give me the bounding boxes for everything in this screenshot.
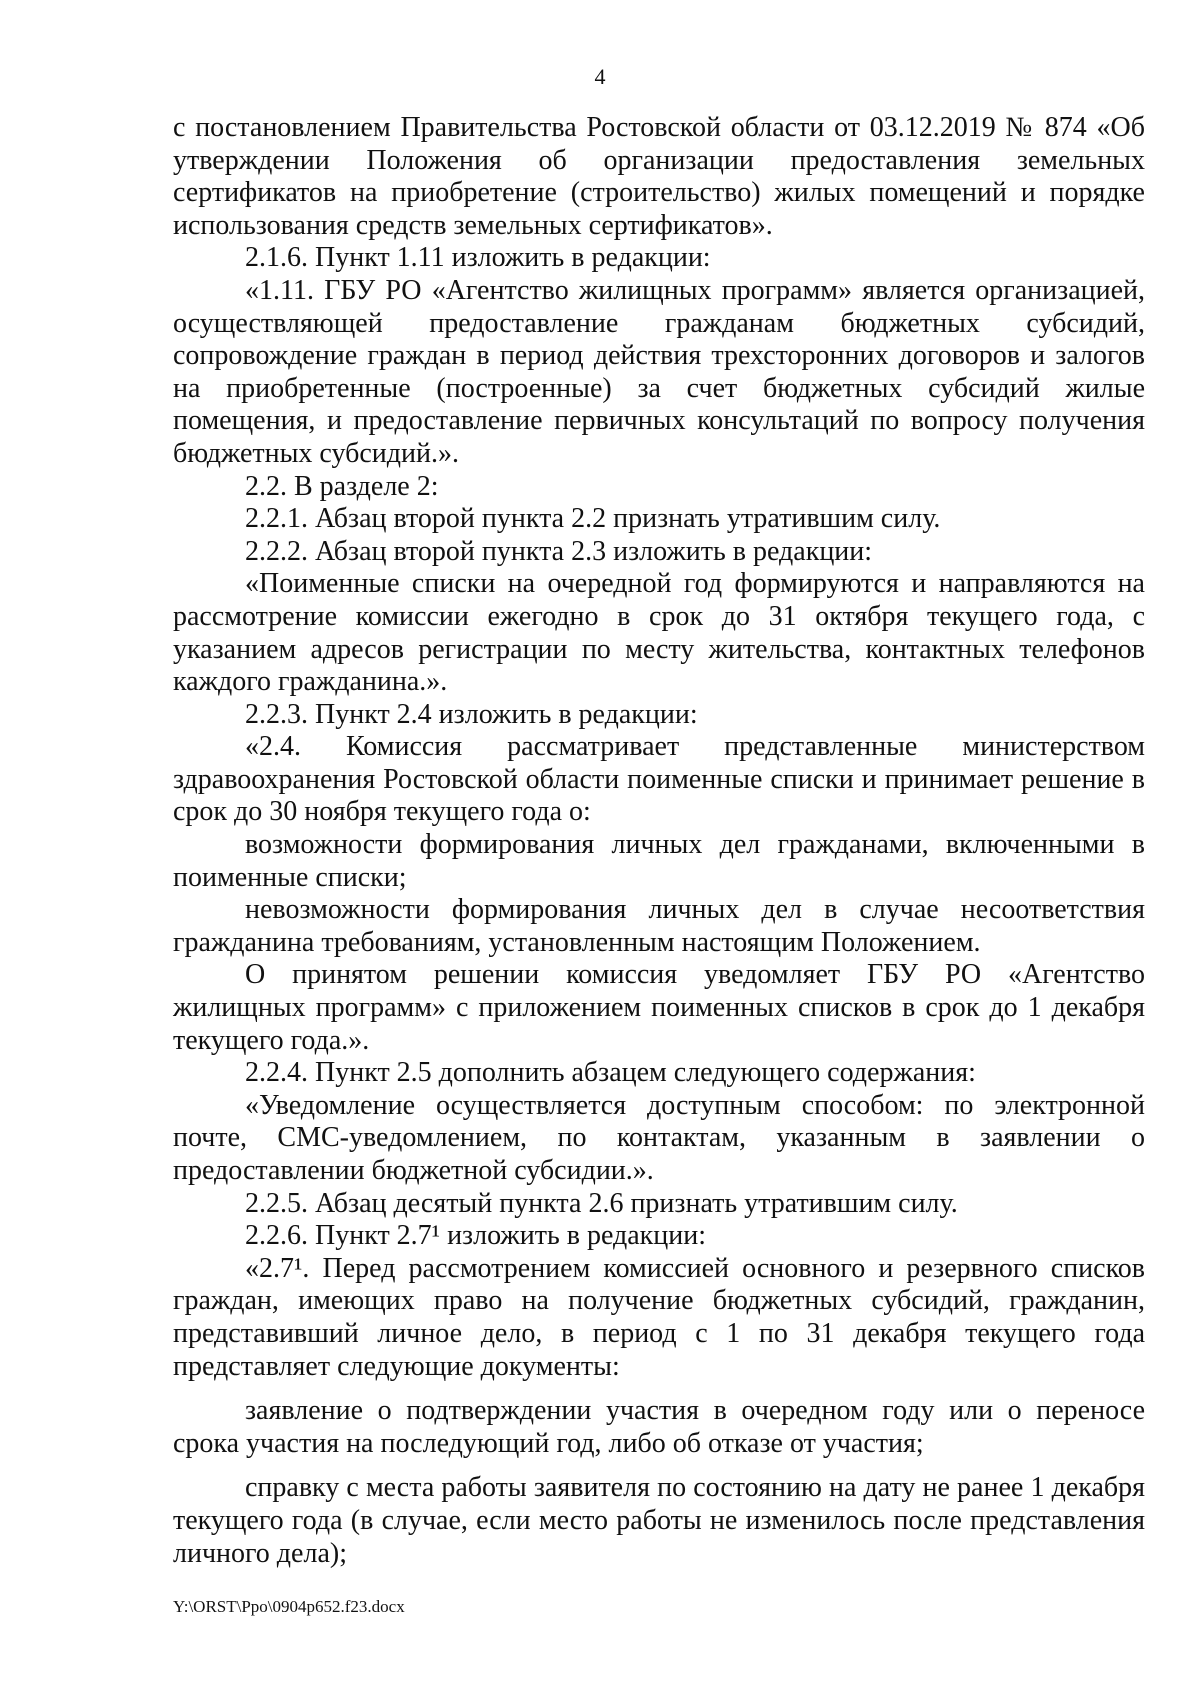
paragraph-17: «2.7¹. Перед рассмотрением комиссией основного и резервного списков граждан, имеющих право на получение бюджетных субсидий, гражданин, представивший личное дело, в период с 1 по 31 декабря текущего года представляет следующие документы:	[173, 1252, 1145, 1382]
paragraph-6: 2.2.2. Абзац второй пункта 2.3 изложить в редакции:	[245, 535, 873, 567]
paragraph-5: 2.2.1. Абзац второй пункта 2.2 признать утратившим силу.	[245, 503, 941, 535]
paragraph-19: справку с места работы заявителя по состоянию на дату не ранее 1 декабря текущего года (в случае, если место работы не изменилось после представления личного дела);	[173, 1472, 1145, 1569]
paragraph-18: заявление о подтверждении участия в очередном году или о переносе срока участия на последующий год, либо об отказе от участия;	[173, 1395, 1145, 1459]
paragraph-4: 2.2. В разделе 2:	[245, 470, 439, 502]
page-number: 4	[594, 64, 606, 89]
paragraph-14: «Уведомление осуществляется доступным способом: по электронной почте, СМС-уведомлением, по контактам, указанным в заявлении о предоставлении бюджетной субсидии.».	[173, 1089, 1145, 1186]
paragraph-16: 2.2.6. Пункт 2.7¹ изложить в редакции:	[245, 1220, 707, 1252]
paragraph-15: 2.2.5. Абзац десятый пункта 2.6 признать утратившим силу.	[245, 1187, 958, 1219]
paragraph-1: с постановлением Правительства Ростовской области от 03.12.2019 № 874 «Об утверждении Положения об организации предоставления земельных сертификатов на приобретение (строительство) жилых помещений и порядке использования средств земельных сертификатов».	[173, 112, 1145, 241]
paragraph-10: возможности формирования личных дел гражданами, включенными в поименные списки;	[173, 829, 1145, 893]
paragraph-12: О принятом решении комиссия уведомляет ГБУ РО «Агентство жилищных программ» с приложением поименных списков в срок до 1 декабря текущего года.».	[173, 959, 1145, 1056]
paragraph-8: 2.2.3. Пункт 2.4 изложить в редакции:	[245, 698, 698, 730]
paragraph-3: «1.11. ГБУ РО «Агентство жилищных программ» является организацией, осуществляющей предоставление гражданам бюджетных субсидий, сопровождение граждан в период действия трехсторонних договоров и залогов на приобретенные (построенные) за счет бюджетных субсидий жилые помещения, и предоставление первичных консультаций по вопросу получения бюджетных субсидий.».	[173, 274, 1145, 469]
footer-file-path: Y:\ORST\Ppo\0904p652.f23.docx	[173, 1597, 405, 1616]
paragraph-2: 2.1.6. Пункт 1.11 изложить в редакции:	[245, 242, 711, 274]
paragraph-13: 2.2.4. Пункт 2.5 дополнить абзацем следующего содержания:	[245, 1057, 976, 1089]
paragraph-11: невозможности формирования личных дел в случае несоответствия гражданина требованиям, установленным настоящим Положением.	[173, 894, 1145, 958]
paragraph-7: «Поименные списки на очередной год формируются и направляются на рассмотрение комиссии ежегодно в срок до 31 октября текущего года, с указанием адресов регистрации по месту жительства, контактных телефонов каждого гражданина.».	[173, 568, 1145, 698]
paragraph-9: «2.4. Комиссия рассматривает представленные министерством здравоохранения Ростовской области поименные списки и принимает решение в срок до 30 ноября текущего года о:	[173, 731, 1145, 828]
document-body	[173, 112, 1145, 1570]
